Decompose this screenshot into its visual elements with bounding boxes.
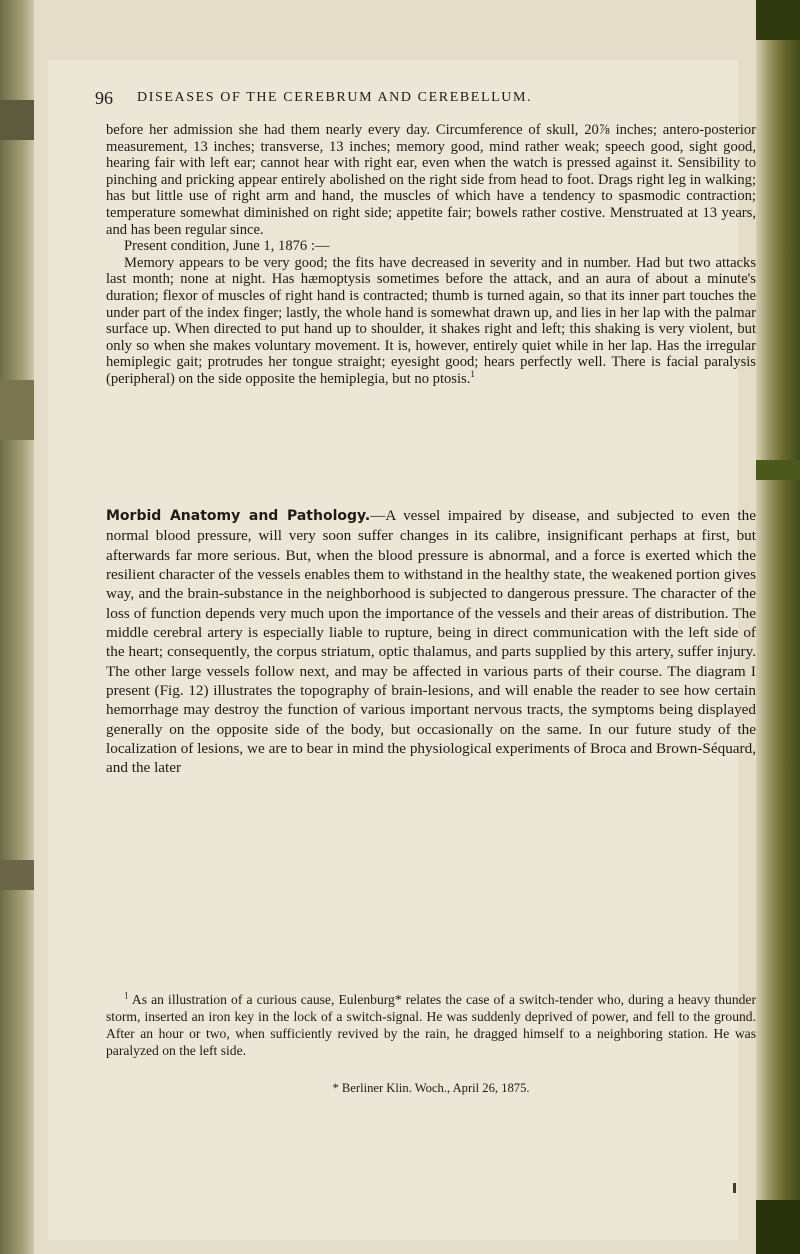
case-history — [106, 122, 756, 388]
footnote-text: As an illustration of a curious cause, Eulenburg* relates the case of a switch-tender who, during a heavy thunder storm, inserted an iron key in the lock of a switch-signal. He was suddenly deprived of power, and fell to the ground. After an hour or two, when sufficiently revived by the rain, he dragged himself to a neighboring station. He was paralyzed on the left side. — [106, 992, 756, 1058]
ink-mark — [733, 1183, 736, 1193]
footnote-reference: 1 — [470, 369, 475, 380]
left-page-edge — [0, 0, 34, 1254]
right-page-edge — [756, 0, 800, 1254]
section-heading: Morbid Anatomy and Pathology. — [106, 508, 371, 524]
case-paragraph — [106, 255, 756, 388]
section-text: —A vessel impaired by disease, and subjected to even the normal blood pressure, will very soon suffer changes in its calibre, insignificant perhaps at first, but afterwards far more serious. But, when the blood pressure is abnormal, and a force is exerted which the resilient character of the vessels enables them to withstand in the healthy state, the weakened portion gives way, and the brain-substance in the neighborhood is subjected to dangerous pressure. The character of the loss of function depends very much upon the importance of the vessels and their areas of distribution. The middle cerebral artery is especially liable to rupture, being in direct communication with the left side of the heart; consequently, the corpus striatum, optic thalamus, and parts supplied by this artery, suffer injury. The other large vessels follow next, and may be affected in various parts of their course. The diagram I present (Fig. 12) illustrates the topography of brain-lesions, and will enable the reader to see how certain hemorrhage may destroy the function of various important nervous tracts, the symptoms being displayed generally on the opposite side of the body, but occasionally on the same. In our future study of the localization of lesions, we are to bear in mind the physiological experiments of Broca and Brown-Séquard, and the later — [106, 507, 756, 777]
footnote-citation: * Berliner Klin. Woch., April 26, 1875. — [332, 1081, 530, 1095]
footnote — [106, 991, 756, 1059]
footnotes — [106, 991, 756, 1059]
case-paragraph-text: Memory appears to be very good; the fits have decreased in severity and in number. Had but two attacks last month; none at night. Has hæmoptysis sometimes before the attack, and an aura of about a minute's duration; flexor of muscles of right hand is contracted; thumb is turned again, so that its inner part touches the under part of the index finger; lastly, the whole hand is somewhat drawn up, and lies in her lap with the palmar surface up. When directed to put hand up to shoulder, it shakes right and left; this shaking is very violent, but only so when she makes voluntary movement. It is, however, entirely quiet while in her lap. Has the irregular hemiplegic gait; protrudes her tongue straight; eyesight good; hears perfectly well. There is facial paralysis (peripheral) on the side opposite the hemiplegia, but no ptosis. — [106, 254, 756, 387]
pathology-section — [106, 506, 756, 778]
case-paragraph: Present condition, June 1, 1876 :— — [124, 238, 330, 255]
page-number: 96 — [95, 88, 113, 108]
footnote-marker: 1 — [124, 990, 129, 1001]
running-title: DISEASES OF THE CEREBRUM AND CEREBELLUM. — [137, 90, 533, 105]
section-paragraph — [106, 506, 756, 778]
case-paragraph: before her admission she had them nearly every day. Circumference of skull, 20⅞ inches; antero-posterior measurement, 13 inches; transverse, 13 inches; memory good, mind rather weak; speech good, sight good, hearing fair with left ear; cannot hear with right ear, even when the watch is pressed against it. Sensibility to pinching and pricking appear entirely abolished on the right side from head to foot. Drags right leg in walking; has but little use of right arm and hand, the muscles of which have a tendency to spasmodic contraction; temperature somewhat diminished on right side; appetite fair; bowels rather costive. Menstruated at 13 years, and has been regular since. — [106, 122, 756, 238]
